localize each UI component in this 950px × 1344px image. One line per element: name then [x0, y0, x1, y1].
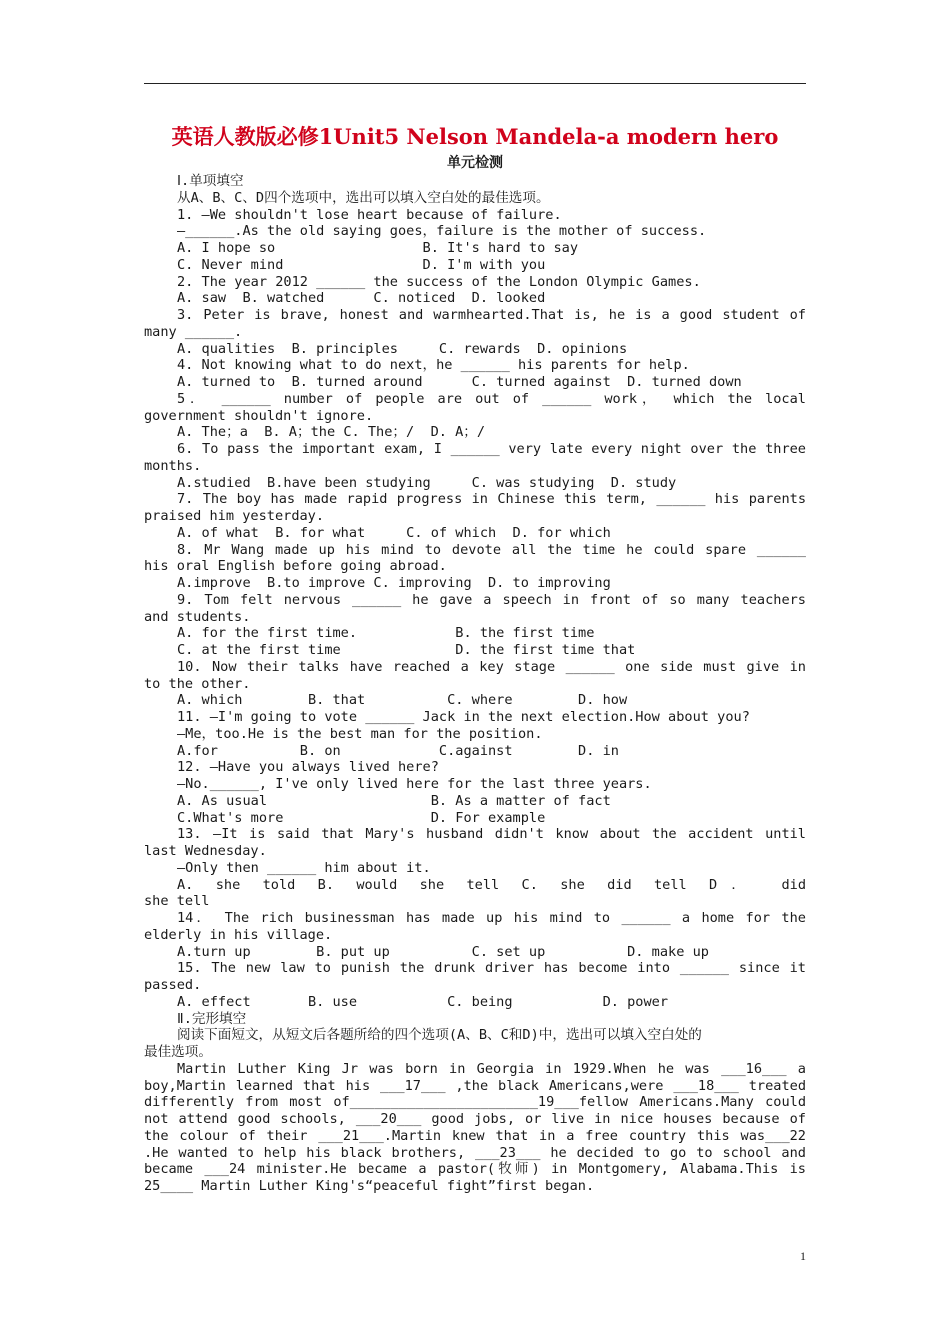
- text-line: 10. Now their talks have reached a key stage ______ one side must give in: [177, 658, 806, 675]
- text-line: praised him yesterday.: [144, 508, 325, 524]
- text-line: 阅读下面短文，从短文后各题所给的四个选项(A、B、C和D)中，选出可以填入空白处的: [177, 1027, 702, 1044]
- text-line: passed.: [144, 977, 202, 993]
- text-line: A.improve B.to improve C. improving D. to improving: [177, 575, 611, 591]
- text-line: 12. —Have you always lived here?: [177, 759, 439, 776]
- text-line: months.: [144, 457, 202, 474]
- text-line: A.studied B.have been studying C. was studying D. study: [177, 474, 677, 491]
- text-line: 3. Peter is brave, honest and warmhearted.That is, he is a good student of: [177, 307, 806, 323]
- text-line: and students.: [144, 608, 251, 625]
- text-line: A. qualities B. principles C. rewards D. opinions: [177, 340, 628, 357]
- text-line: Ⅰ.单项填空: [177, 173, 244, 189]
- text-line: Ⅱ.完形填空: [177, 1010, 247, 1027]
- text-line: A. turned to B. turned around C. turned against D. turned down: [177, 374, 742, 390]
- header-rule: [144, 83, 806, 84]
- text-line: not attend good schools, ___20___ good jobs, or live in nice houses because of: [144, 1111, 806, 1127]
- text-line: A. I hope so B. It's hard to say: [177, 240, 579, 256]
- text-line: his oral English before going abroad.: [144, 558, 447, 575]
- text-line: 15. The new law to punish the drunk driver has become into ______ since it: [177, 960, 806, 977]
- text-line: A. of what B. for what C. of which D. for which: [177, 524, 611, 541]
- text-line: 5． ______ number of people are out of ______ work， which the local: [177, 390, 806, 407]
- text-line: A. she told B. would she tell C. she did tell D． did: [177, 876, 806, 893]
- text-line: 1. —We shouldn't lose heart because of failure.: [177, 206, 562, 223]
- text-line: 13. —It is said that Mary's husband didn't know about the accident until: [177, 826, 806, 843]
- text-line: boy,Martin learned that his ___17___ ,the black Americans,were ___18___ treated: [144, 1077, 806, 1094]
- text-line: A. effect B. use C. being D. power: [177, 993, 669, 1010]
- text-line: 14． The rich businessman has made up his mind to ______ a home for the: [177, 910, 806, 926]
- text-line: —______.As the old saying goes，failure is the mother of success.: [177, 223, 707, 240]
- text-line: elderly in his village.: [144, 926, 333, 943]
- text-line: 最佳选项。: [144, 1044, 212, 1060]
- document-body: [144, 173, 806, 1195]
- text-line: Martin Luther King Jr was born in Georgia in 1929.When he was ___16___ a: [177, 1060, 806, 1077]
- page-number: 1: [800, 1249, 806, 1263]
- text-line: A.turn up B. put up C. set up D. make up: [177, 943, 709, 960]
- text-line: A. which B. that C. where D. how: [177, 692, 628, 709]
- document-subtitle: 单元检测: [447, 155, 503, 171]
- document-title: 英语人教版必修1Unit5 Nelson Mandela-a modern hero: [171, 124, 779, 149]
- text-line: last Wednesday.: [144, 843, 267, 859]
- text-line: the colour of their ___21___.Martin knew that in a free country this was___22: [144, 1127, 806, 1144]
- text-line: A.for B. on C.against D. in: [177, 742, 619, 759]
- text-line: 6. To pass the important exam, I ______ very late every night over the three: [177, 441, 806, 457]
- text-line: A. saw B. watched C. noticed D. looked: [177, 290, 546, 307]
- text-line: 7. The boy has made rapid progress in Chinese this term, ______ his parents: [177, 491, 806, 508]
- text-line: to the other.: [144, 675, 251, 692]
- text-line: she tell: [144, 893, 210, 910]
- text-line: 25____ Martin Luther King's“peaceful fight”first began.: [144, 1178, 595, 1194]
- text-line: 8. Mr Wang made up his mind to devote all the time he could spare ______: [177, 541, 806, 558]
- text-line: 2. The year 2012 ______ the success of the London Olympic Games.: [177, 273, 701, 290]
- text-line: C.What's more D. For example: [177, 809, 546, 826]
- text-line: A. for the first time. B. the first time: [177, 625, 595, 642]
- text-line: 4. Not knowing what to do next，he ______ his parents for help.: [177, 357, 690, 374]
- text-line: many ______.: [144, 323, 243, 340]
- text-line: —No.______, I've only lived here for the last three years.: [177, 776, 652, 792]
- text-line: differently from most of_______________________19___fellow Americans.Many could: [144, 1094, 806, 1111]
- text-line: —Me，too.He is the best man for the position.: [177, 725, 543, 742]
- text-line: .He wanted to help his black brothers, ___23___ he decided to go to school and: [144, 1144, 806, 1161]
- text-line: A. The；a B. A；the C. The；/ D. A；/: [177, 424, 486, 441]
- text-line: C. at the first time D. the first time that: [177, 642, 636, 658]
- text-line: —Only then ______ him about it.: [177, 859, 431, 876]
- text-line: 从A、B、C、D四个选项中，选出可以填入空白处的最佳选项。: [177, 189, 550, 206]
- text-line: 11. —I'm going to vote ______ Jack in the next election.How about you?: [177, 709, 750, 725]
- text-line: government shouldn't ignore.: [144, 407, 374, 424]
- text-line: 9. Tom felt nervous ______ he gave a speech in front of so many teachers: [177, 591, 806, 608]
- text-line: A. As usual B. As a matter of fact: [177, 792, 611, 809]
- text-line: became ___24 minister.He became a pastor(牧师) in Montgomery, Alabama.This is: [144, 1161, 806, 1178]
- text-line: C. Never mind D. I'm with you: [177, 256, 546, 273]
